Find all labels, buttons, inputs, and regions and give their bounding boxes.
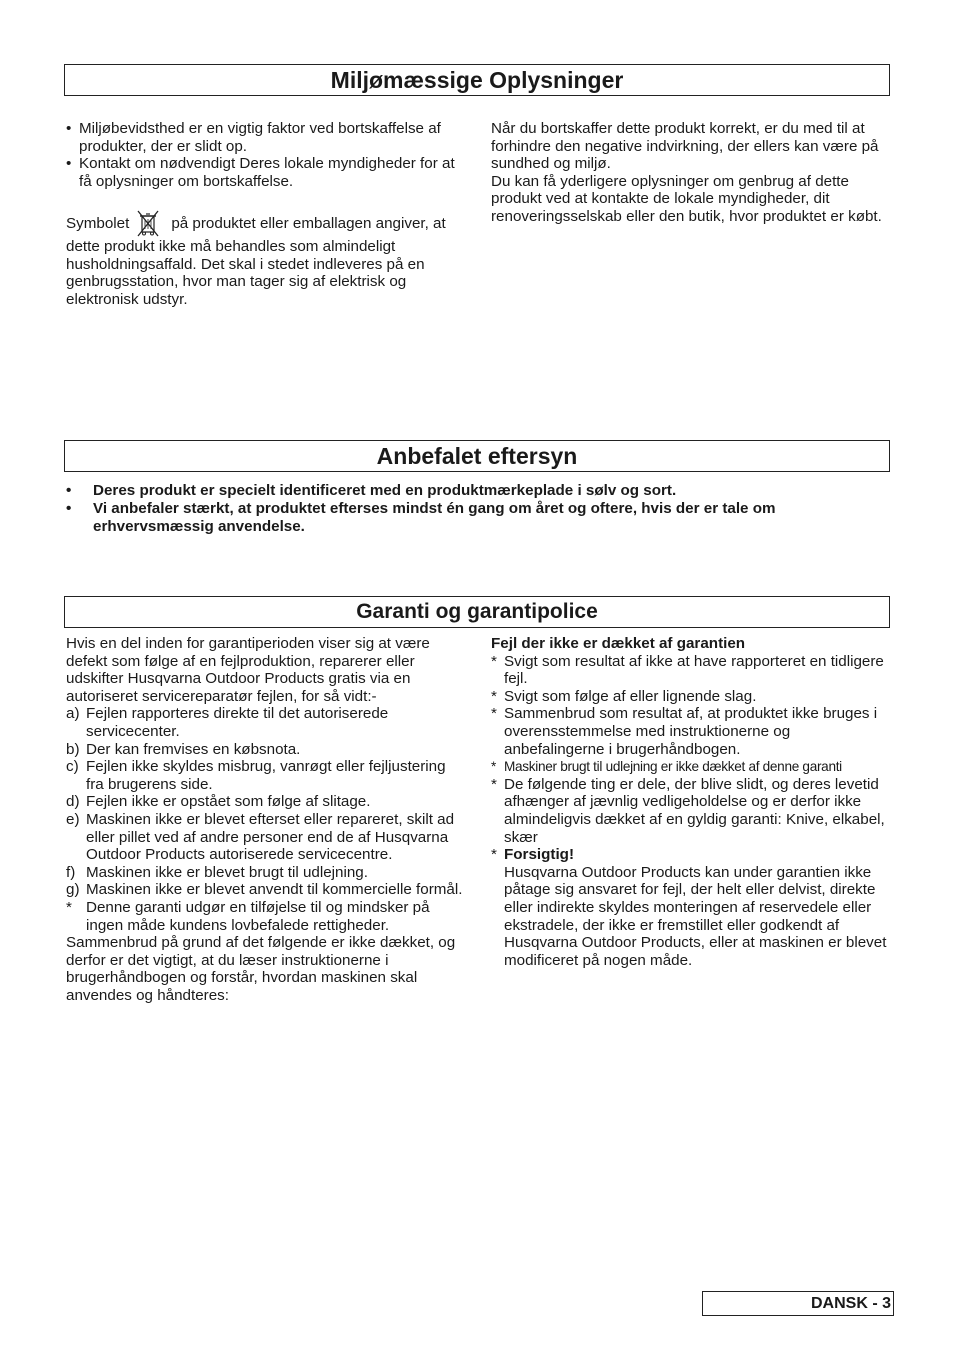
environment-title: Miljømæssige Oplysninger [64, 64, 890, 96]
list-item: * Svigt som resultat af ikke at have rapporteret en tidligere fejl. [491, 652, 884, 688]
inspection-title: Anbefalet eftersyn [64, 440, 890, 472]
not-covered-heading: Fejl der ikke er dækket af garantien [491, 635, 746, 652]
list-item: * Maskiner brugt til udlejning er ikke dækket af denne garanti [491, 759, 842, 775]
crossed-out-wheelie-bin-icon [133, 208, 163, 238]
list-item: f) Maskinen ikke er blevet brugt til udlejning. [66, 863, 368, 881]
environment-right-column: Når du bortskaffer dette produkt korrekt, er du med til at forhindre den negative indvirkning, der ellers kan være på sundhed og miljø. Du kan få yderligere oplysninger om genbrug af dette produkt ved at kontakte de lokale myndigheder, dit renoveringsselskab eller den butik, hvor produktet er købt. [491, 120, 882, 225]
list-item: d) Fejlen ikke er opstået som følge af slitage. [66, 793, 371, 811]
list-item: g) Maskinen ikke er blevet anvendt til kommercielle formål. [66, 881, 463, 899]
list-item: * Denne garanti udgør en tilføjelse til og mindsker på ingen måde kundens lovbefalede rettigheder. [66, 898, 430, 934]
list-item: b) Der kan fremvises en købsnota. [66, 740, 301, 758]
list-item: * Svigt som følge af eller lignende slag. [491, 687, 757, 705]
page-number: DANSK - 3 [702, 1291, 894, 1316]
list-item: * Sammenbrud som resultat af, at produktet ikke bruges i overensstemmelse med instruktionerne og anbefalingerne i brugerhåndbogen. [491, 705, 878, 758]
warranty-left-column: Hvis en del inden for garantiperioden viser sig at være defekt som følge af en fejlproduktion, reparerer eller udskifter Husqvarna Outdoor Products gratis via en autoriseret servicereparatør fejlen, for så vidt:- a) Fejlen rapporteres direkte til det autoriserede servicecenter. b) Der kan fremvises en købsnota. c) Fejlen ikke skyldes misbrug, vanrøgt eller fejljustering fra brugerens side. d) Fejlen ikke er opstået som følge af slitage. e) Maskinen ikke er blevet efterset eller repareret, skilt ad eller pillet ved af andre personer end de af Husqvarna Outdoor Products autoriserede servicecentre. f) Maskinen ikke er blevet brugt til udlejning. g) Maskinen ikke er blevet anvendt til kommercielle formål. * Denne garanti udgør en tilføjelse til og mindsker på ingen måde kundens lovbefalede rettigheder. Sammenbrud på grund af det følgende er ikke dækket, og derfor er det vigtigt, at du læser instruktionerne i brugerhåndbogen og forstår, hvordan maskinen skal anvendes og håndteres: [66, 635, 463, 1004]
list-item: • Vi anbefaler stærkt, at produktet efterses mindst én gang om året og oftere, hvis der er tale om erhvervsmæssig anvendelse. [66, 500, 776, 535]
list-item: e) Maskinen ikke er blevet efterset eller repareret, skilt ad eller pillet ved af andre personer end de af Husqvarna Outdoor Products autoriserede servicecentre. [66, 810, 455, 864]
list-item: a) Fejlen rapporteres direkte til det autoriserede servicecenter. [66, 705, 389, 740]
caution-item: * Forsigtig! Husqvarna Outdoor Products kan under garantien ikke påtage sig ansvaret for fejl, der helt eller delvist, direkte eller indirekte skyldes monteringen af reservedele eller ekstradele, der ikke er fremstillet eller godkendt af Husqvarna Outdoor Products, eller at maskinen er blevet modificeret på nogen måde. [491, 846, 887, 969]
warranty-title: Garanti og garantipolice [64, 596, 890, 628]
symbol-paragraph: Symbolet på produktet eller emballagen angiver, at dette produkt ikke må behandles som almindeligt husholdningsaffald. Det skal i stedet indleveres på en genbrugsstation, hvor man tager sig af elektrisk og elektronisk udstyr. [66, 208, 466, 308]
list-item: • Miljøbevidsthed er en vigtig faktor ved bortskaffelse af produkter, der er slidt op. [66, 120, 441, 155]
list-item: • Kontakt om nødvendigt Deres lokale myndigheder for at få oplysninger om bortskaffelse. [66, 155, 455, 190]
environment-left-column [66, 120, 466, 308]
list-item: • Deres produkt er specielt identificeret med en produktmærkeplade i sølv og sort. [66, 482, 677, 499]
warranty-right-column [491, 635, 891, 969]
inspection-list [66, 482, 890, 536]
caution-label: Forsigtig! [504, 846, 575, 864]
list-item: c) Fejlen ikke skyldes misbrug, vanrøgt eller fejljustering fra brugerens side. [66, 758, 446, 793]
list-item: * De følgende ting er dele, der blive slidt, og deres levetid afhænger af jævnlig vedligeholdelse og er derfor ikke almindeligvis dækket af en gyldig garanti: Knive, elkabel, skær [491, 775, 885, 846]
